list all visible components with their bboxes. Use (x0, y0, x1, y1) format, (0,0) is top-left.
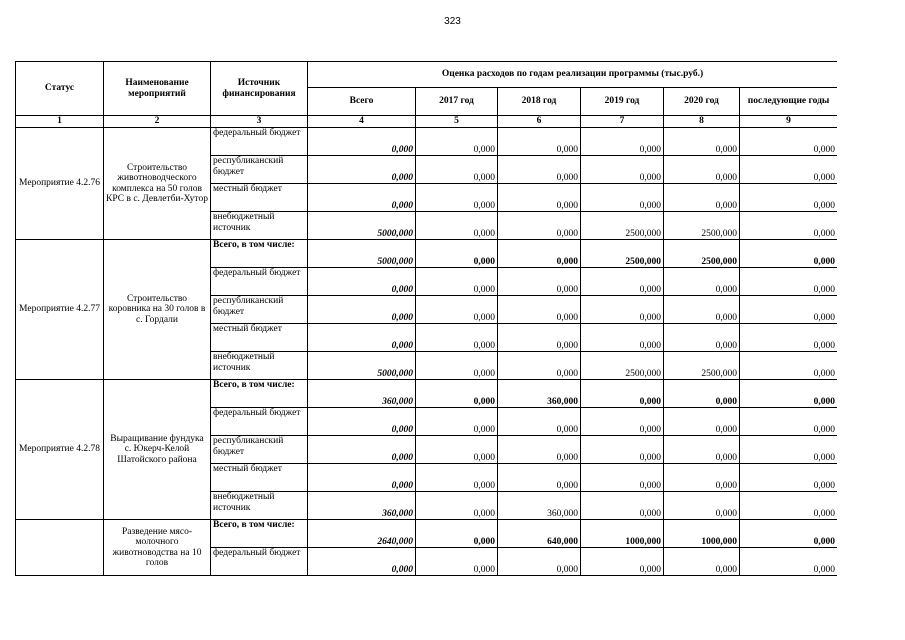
header-status: Статус (16, 62, 104, 116)
year-value-cell: 0,000 (740, 324, 838, 352)
total-value-cell: 5000,000 (308, 240, 416, 268)
year-value-cell: 0,000 (416, 352, 498, 380)
header-name: Наименование мероприятий (104, 62, 211, 116)
header-year-total: Всего (308, 88, 416, 116)
year-value-cell: 0,000 (740, 240, 838, 268)
year-value-cell: 0,000 (498, 296, 581, 324)
status-cell: Мероприятие 4.2.76 (16, 128, 104, 240)
year-value-cell: 0,000 (740, 520, 838, 548)
year-value-cell: 0,000 (740, 380, 838, 408)
year-value-cell: 0,000 (416, 128, 498, 156)
funding-source-cell: Всего, в том числе: (211, 240, 308, 268)
year-value-cell: 1000,000 (581, 520, 664, 548)
funding-source-cell: федеральный бюджет (211, 408, 308, 436)
year-value-cell: 2500,000 (664, 212, 740, 240)
year-value-cell: 0,000 (498, 184, 581, 212)
total-value-cell: 360,000 (308, 380, 416, 408)
funding-source-cell: республиканский бюджет (211, 156, 308, 184)
funding-source-cell: внебюджетный источник (211, 492, 308, 520)
year-value-cell: 0,000 (740, 464, 838, 492)
funding-source-cell: Всего, в том числе: (211, 380, 308, 408)
status-cell: Мероприятие 4.2.78 (16, 380, 104, 520)
year-value-cell: 0,000 (740, 436, 838, 464)
year-value-cell: 0,000 (581, 548, 664, 576)
funding-source-cell: внебюджетный источник (211, 352, 308, 380)
header-year-2018: 2018 год (498, 88, 581, 116)
year-value-cell: 0,000 (498, 548, 581, 576)
year-value-cell: 0,000 (498, 464, 581, 492)
header-year-later: последующие годы (740, 88, 838, 116)
funding-source-cell: внебюджетный источник (211, 212, 308, 240)
year-value-cell: 0,000 (664, 492, 740, 520)
year-value-cell: 0,000 (664, 380, 740, 408)
year-value-cell: 0,000 (416, 240, 498, 268)
year-value-cell: 0,000 (416, 436, 498, 464)
year-value-cell: 0,000 (664, 464, 740, 492)
year-value-cell: 0,000 (581, 380, 664, 408)
header-source: Источник финансирования (211, 62, 308, 116)
year-value-cell: 0,000 (664, 128, 740, 156)
year-value-cell: 0,000 (416, 324, 498, 352)
year-value-cell: 0,000 (416, 492, 498, 520)
total-value-cell: 2640,000 (308, 520, 416, 548)
year-value-cell: 0,000 (581, 184, 664, 212)
total-value-cell: 360,000 (308, 492, 416, 520)
measure-name-cell: Разведение мясо-молочного животноводства на 10 голов (104, 520, 211, 576)
year-value-cell: 0,000 (581, 436, 664, 464)
year-value-cell: 640,000 (498, 520, 581, 548)
header-year-2017: 2017 год (416, 88, 498, 116)
total-value-cell: 0,000 (308, 128, 416, 156)
year-value-cell: 0,000 (581, 156, 664, 184)
total-value-cell: 0,000 (308, 156, 416, 184)
status-cell: Мероприятие 4.2.77 (16, 240, 104, 380)
measure-name-cell: Выращивание фундука с. Юкерч-Келой Шатойского района (104, 380, 211, 520)
year-value-cell: 0,000 (581, 464, 664, 492)
total-value-cell: 5000,000 (308, 352, 416, 380)
year-value-cell: 0,000 (740, 492, 838, 520)
column-index: 6 (498, 116, 581, 128)
year-value-cell: 0,000 (416, 212, 498, 240)
year-value-cell: 0,000 (416, 380, 498, 408)
column-index: 2 (104, 116, 211, 128)
year-value-cell: 0,000 (581, 268, 664, 296)
year-value-cell: 0,000 (416, 548, 498, 576)
year-value-cell: 0,000 (416, 184, 498, 212)
table-viewport (15, 61, 837, 583)
table-row (16, 128, 838, 156)
year-value-cell: 0,000 (581, 128, 664, 156)
column-index: 5 (416, 116, 498, 128)
year-value-cell: 0,000 (416, 464, 498, 492)
year-value-cell: 0,000 (498, 408, 581, 436)
header-estimate: Оценка расходов по годам реализации программы (тыс.руб.) (308, 62, 838, 88)
funding-source-cell: федеральный бюджет (211, 548, 308, 576)
year-value-cell: 2500,000 (581, 240, 664, 268)
funding-source-cell: местный бюджет (211, 184, 308, 212)
table-body (16, 128, 838, 576)
total-value-cell: 0,000 (308, 548, 416, 576)
column-index: 7 (581, 116, 664, 128)
year-value-cell: 0,000 (740, 212, 838, 240)
header-year-2019: 2019 год (581, 88, 664, 116)
funding-source-cell: республиканский бюджет (211, 436, 308, 464)
year-value-cell: 0,000 (498, 268, 581, 296)
table-row (16, 520, 838, 548)
column-index: 1 (16, 116, 104, 128)
year-value-cell: 0,000 (664, 324, 740, 352)
year-value-cell: 2500,000 (581, 212, 664, 240)
year-value-cell: 0,000 (498, 324, 581, 352)
funding-source-cell: местный бюджет (211, 464, 308, 492)
total-value-cell: 0,000 (308, 324, 416, 352)
year-value-cell: 0,000 (498, 156, 581, 184)
year-value-cell: 0,000 (581, 492, 664, 520)
year-value-cell: 0,000 (740, 548, 838, 576)
table-row (16, 240, 838, 268)
total-value-cell: 0,000 (308, 436, 416, 464)
year-value-cell: 0,000 (416, 296, 498, 324)
year-value-cell: 2500,000 (581, 352, 664, 380)
funding-source-cell: федеральный бюджет (211, 268, 308, 296)
year-value-cell: 0,000 (498, 128, 581, 156)
year-value-cell: 0,000 (740, 352, 838, 380)
column-index: 9 (740, 116, 838, 128)
total-value-cell: 0,000 (308, 268, 416, 296)
year-value-cell: 360,000 (498, 492, 581, 520)
status-cell (16, 520, 104, 576)
year-value-cell: 0,000 (498, 212, 581, 240)
year-value-cell: 1000,000 (664, 520, 740, 548)
year-value-cell: 0,000 (416, 408, 498, 436)
year-value-cell: 0,000 (581, 296, 664, 324)
year-value-cell: 2500,000 (664, 352, 740, 380)
year-value-cell: 0,000 (664, 184, 740, 212)
funding-source-cell: федеральный бюджет (211, 128, 308, 156)
funding-source-cell: местный бюджет (211, 324, 308, 352)
year-value-cell: 0,000 (664, 296, 740, 324)
measure-name-cell: Строительство животноводческого комплекса на 50 голов КРС в с. Девлетби-Хутор (104, 128, 211, 240)
year-value-cell: 0,000 (581, 408, 664, 436)
year-value-cell: 0,000 (416, 268, 498, 296)
funding-source-cell: Всего, в том числе: (211, 520, 308, 548)
column-index: 4 (308, 116, 416, 128)
year-value-cell: 0,000 (664, 436, 740, 464)
year-value-cell: 0,000 (740, 156, 838, 184)
funding-source-cell: республиканский бюджет (211, 296, 308, 324)
year-value-cell: 0,000 (664, 156, 740, 184)
column-index: 8 (664, 116, 740, 128)
year-value-cell: 0,000 (416, 520, 498, 548)
year-value-cell: 0,000 (416, 156, 498, 184)
year-value-cell: 0,000 (664, 268, 740, 296)
year-value-cell: 0,000 (740, 268, 838, 296)
year-value-cell: 0,000 (740, 128, 838, 156)
year-value-cell: 0,000 (740, 408, 838, 436)
year-value-cell: 0,000 (498, 352, 581, 380)
column-index: 3 (211, 116, 308, 128)
year-value-cell: 2500,000 (664, 240, 740, 268)
measure-name-cell: Строительство коровника на 30 голов в с. Гордали (104, 240, 211, 380)
year-value-cell: 0,000 (664, 408, 740, 436)
year-value-cell: 0,000 (581, 324, 664, 352)
year-value-cell: 0,000 (664, 548, 740, 576)
year-value-cell: 0,000 (498, 436, 581, 464)
total-value-cell: 5000,000 (308, 212, 416, 240)
total-value-cell: 0,000 (308, 184, 416, 212)
page-number: 323 (444, 16, 461, 27)
total-value-cell: 0,000 (308, 408, 416, 436)
year-value-cell: 0,000 (740, 296, 838, 324)
header-year-2020: 2020 год (664, 88, 740, 116)
year-value-cell: 0,000 (740, 184, 838, 212)
budget-table (15, 61, 837, 576)
total-value-cell: 0,000 (308, 296, 416, 324)
year-value-cell: 0,000 (498, 240, 581, 268)
table-row (16, 380, 838, 408)
total-value-cell: 0,000 (308, 464, 416, 492)
year-value-cell: 360,000 (498, 380, 581, 408)
